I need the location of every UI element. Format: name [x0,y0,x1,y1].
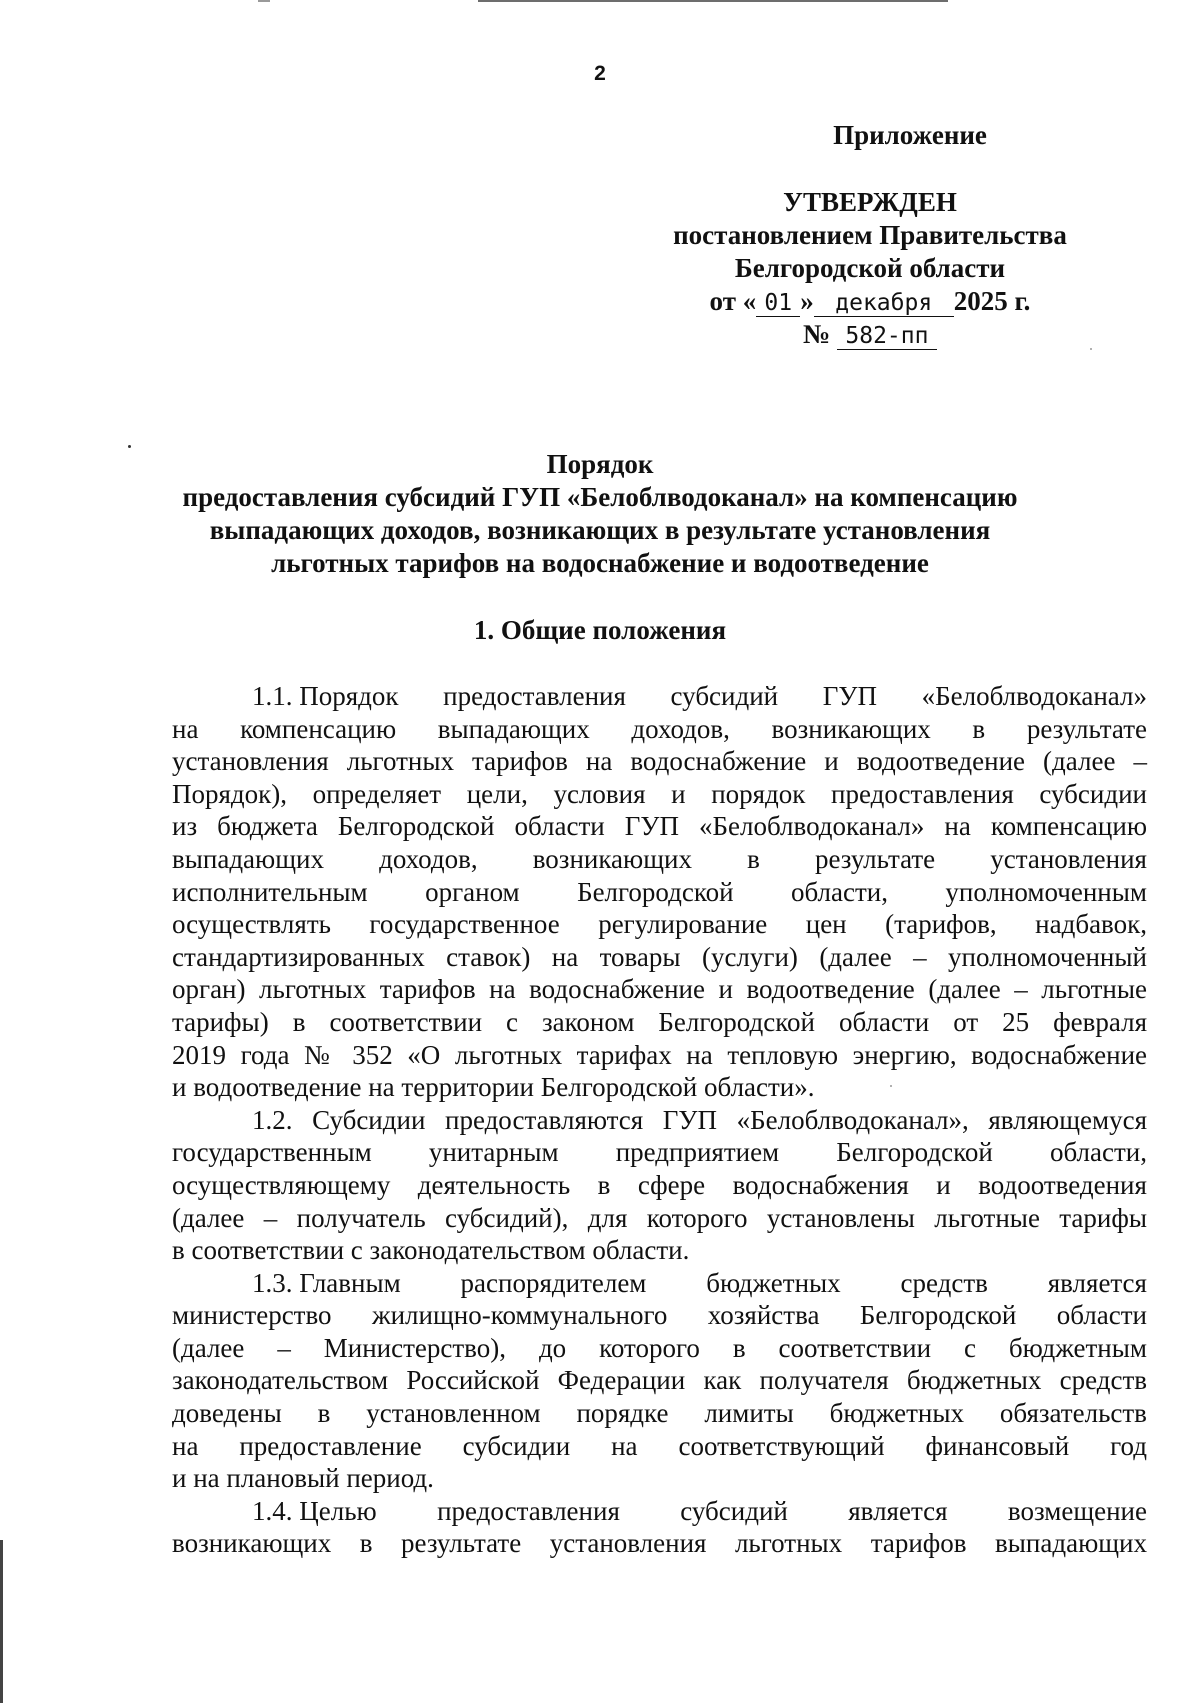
scan-speck [128,445,131,448]
word: является [1047,1267,1147,1298]
word: февраля [1053,1006,1147,1037]
word: предоставление [239,1430,422,1461]
text-line [172,1169,1147,1202]
word: год [1110,1430,1147,1461]
word: является [848,1495,948,1526]
text-line: из бюджета Белгородской области ГУП «Белоблводоканал» на компенсацию [172,811,1147,842]
paragraph-1-2 [172,1104,1147,1234]
approval-date [620,285,1120,318]
body-text [172,680,1147,1560]
word: порядок [711,778,806,809]
word: цен [805,909,847,940]
word: в [747,843,760,874]
word: сфере [637,1169,706,1200]
text-line [172,1527,1147,1560]
word: с [964,1332,976,1363]
word: результате [814,843,936,874]
word: установления [549,1528,707,1559]
title-line: льготных тарифов на водоснабжение и водоотведение [271,548,929,578]
word: цели, [466,778,528,809]
text-line: орган) льготных тарифов на водоснабжение и водоотведение (далее – льготные [172,974,1147,1005]
paragraph-1-4 [172,1495,1147,1560]
word: предоставления [443,681,626,711]
word: Белгородской [577,876,734,907]
text-line [172,843,1147,876]
word: надбавок, [1035,909,1147,940]
word: государственное [369,909,560,940]
number-value: 582-пп [837,323,937,350]
paragraph-1-3 [172,1267,1147,1463]
word: области [838,1006,930,1037]
word: хозяйства [707,1300,820,1331]
word: уполномоченный [948,941,1147,972]
word: водоотведения [978,1169,1147,1200]
appendix-label: Приложение [833,120,987,150]
word: в [359,1528,373,1559]
word: соответствии [329,1006,483,1037]
scan-artifact [258,0,270,2]
word: льготных [734,1528,843,1559]
word: ставок) [446,941,531,972]
date-mid: » [800,286,814,316]
word: порядке [576,1398,669,1429]
text-line [172,1495,1147,1528]
word: и [671,778,686,809]
word: субсидии [462,1430,571,1461]
word: Белгородской [658,1006,815,1037]
text-line: и на плановый период. [172,1463,434,1494]
text-line [172,680,1147,713]
word: «Белоблводоканал» [921,681,1147,711]
word: на [611,1430,638,1461]
date-prefix: от « [709,286,757,316]
word: в [972,713,986,744]
word: до [538,1332,567,1363]
title-line: Порядок [546,449,654,479]
word: тарифов [870,1528,967,1559]
word: предоставления [831,778,1014,809]
text-line: 1.2. Субсидии предоставляются ГУП «Белоблводоканал», являющемуся [252,1104,1147,1135]
word: Порядок), [172,778,288,809]
text-line: установления льготных тарифов на водоснабжение и водоотведение (далее – [172,746,1147,777]
word: результате [401,1528,522,1559]
word: распорядителем [460,1267,647,1298]
date-day: 01 [756,290,800,317]
word: предприятием [615,1137,780,1168]
word: товары [599,941,681,972]
text-line [172,908,1147,941]
word: результате [1026,713,1147,744]
approved-label: УТВЕРЖДЕН [783,187,957,217]
number-prefix: № [803,319,831,349]
text-line [172,1397,1147,1430]
word: (далее [172,1332,245,1363]
text-line: и водоотведение на территории Белгородской области». [172,1072,815,1103]
page-number: 2 [594,62,606,85]
word: – [277,1332,291,1363]
word: бюджетных [706,1267,841,1298]
text-line [172,1332,1147,1365]
text-line [172,941,1147,974]
word: жилищно-коммунального [371,1300,668,1331]
word: ГУП [822,681,877,711]
word: установленном [366,1398,541,1429]
word: исполнительным [172,876,368,907]
section-heading: 1. Общие положения [473,615,727,645]
word: (услуги) [701,941,798,972]
approval-number [620,318,1120,351]
word: (далее [819,941,892,972]
text-line [172,876,1147,909]
word: – [913,941,927,972]
word: законом [542,1006,635,1037]
text-line [172,1430,1147,1463]
word: лимиты [704,1398,794,1429]
word: Министерство), [323,1332,506,1363]
text-line: (далее – получатель субсидий), для которого установлены льготные тарифы [172,1202,1147,1233]
paragraph-1-1 [172,680,1147,1071]
word: компенсацию [240,713,397,744]
word: возмещение [1007,1495,1147,1526]
word: на [551,941,579,972]
text-line: законодательством Российской Федерации как получателя бюджетных средств [172,1365,1147,1396]
word: государственным [172,1137,372,1168]
word: установления [990,843,1147,874]
word: субсидий [670,681,779,711]
word: которого [599,1332,700,1363]
word: возникающих [172,1528,332,1559]
word: (тарифов, [885,909,997,940]
word: и [936,1169,951,1200]
word: унитарным [428,1137,559,1168]
word: стандартизированных [172,941,425,972]
word: области [1056,1300,1147,1331]
document-title [140,448,1060,580]
text-line [172,713,1147,746]
word: определяет [312,778,442,809]
word: осуществляющему [172,1169,391,1200]
text-line [172,1006,1147,1039]
word: субсидии [1039,778,1147,809]
date-month: декабря [814,290,954,317]
word: выпадающих [437,713,590,744]
approved-by: постановлением Правительства [673,220,1067,250]
text-line [172,1267,1147,1300]
word: в [732,1332,746,1363]
word: органом [425,876,520,907]
approved-region: Белгородской области [734,253,1006,283]
word: 1.1. Порядок [252,681,399,711]
word: осуществлять [172,909,331,940]
word: бюджетных [829,1398,965,1429]
word: выпадающих [172,843,324,874]
word: 25 [1002,1006,1030,1037]
scan-artifact [0,1540,3,1703]
word: возникающих [532,843,692,874]
word: деятельность [417,1169,571,1200]
text-line: в соответствии с законодательством области. [172,1235,690,1266]
approval-block [620,186,1120,351]
text-line: 2019 года № 352 «О льготных тарифах на тепловую энергию, водоснабжение [172,1039,1147,1070]
text-line [172,778,1147,811]
word: возникающих [771,713,931,744]
word: доведены [172,1398,282,1429]
word: в [597,1169,611,1200]
word: с [506,1006,518,1037]
word: 1.3. Главным [252,1267,401,1298]
word: доходов, [379,843,478,874]
scan-artifact [478,0,948,2]
word: 1.4. Целью [252,1495,377,1526]
word: водоснабжения [732,1169,909,1200]
word: от [953,1006,979,1037]
text-line [172,1299,1147,1332]
word: условия [553,778,646,809]
word: области, [790,876,888,907]
word: субсидий [680,1495,788,1526]
word: бюджетным [1008,1332,1147,1363]
word: Белгородской [859,1300,1017,1331]
title-line: выпадающих доходов, возникающих в результате установления [209,515,991,545]
word: в [317,1398,331,1429]
word: финансовый [925,1430,1070,1461]
word: в [292,1006,306,1037]
word: выпадающих [995,1528,1147,1559]
word: средств [900,1267,988,1298]
word: на [172,713,199,744]
word: регулирование [598,909,768,940]
date-year: 2025 г. [953,286,1031,316]
word: на [172,1430,199,1461]
word: соответствующий [678,1430,885,1461]
word: обязательств [999,1398,1147,1429]
word: министерство [172,1300,332,1331]
word: доходов, [631,713,730,744]
word: уполномоченным [945,876,1147,907]
word: соответствии [778,1332,932,1363]
word: предоставления [437,1495,620,1526]
word: области, [1049,1137,1147,1168]
title-line: предоставления субсидий ГУП «Белоблводоканал» на компенсацию [182,482,1018,512]
word: Белгородской [836,1137,993,1168]
text-line [172,1136,1147,1169]
word: тарифы) [172,1006,269,1037]
